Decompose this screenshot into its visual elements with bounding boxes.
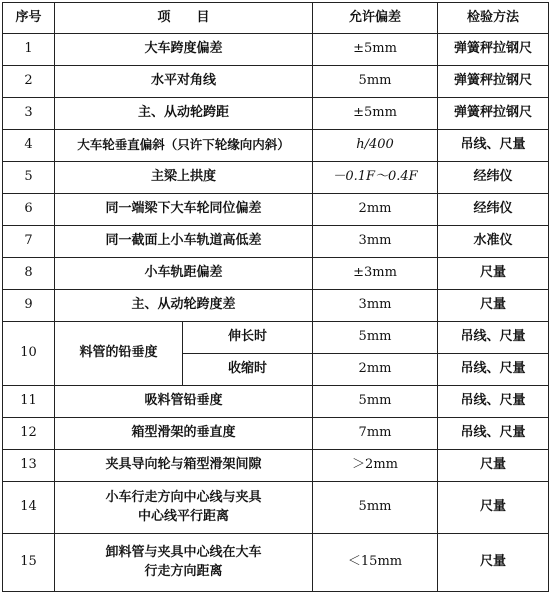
row-item-line: 中心线平行距离 [138,508,230,524]
table-row [3,290,549,322]
row-no: 3 [3,98,55,130]
row-tolerance: ＜15mm [313,534,438,592]
row-item [55,534,313,592]
row-tolerance: ±5mm [313,98,438,130]
table-row [3,418,549,450]
table-row [3,194,549,226]
row-tolerance: 5mm [313,482,438,534]
row-method: 弹簧秤拉钢尺 [438,66,549,98]
row-no: 6 [3,194,55,226]
row-no: 14 [3,482,55,534]
row-tolerance: －0.1F～0.4F [313,162,438,194]
header-no: 序号 [3,3,55,34]
row-tolerance: ±3mm [313,258,438,290]
row-item [55,482,313,534]
row-subitem: 收缩时 [183,354,313,386]
row-tolerance: 5mm [313,66,438,98]
row-item: 水平对角线 [55,66,313,98]
row-item-line: 卸料管与夹具中心线在大车 [105,544,262,560]
row-item: 小车轨距偏差 [55,258,313,290]
table-row [3,534,549,592]
row-method: 尺量 [438,534,549,592]
table-row [3,386,549,418]
row-tolerance: 7mm [313,418,438,450]
row-tolerance: 2mm [313,194,438,226]
row-no: 5 [3,162,55,194]
table-row [3,130,549,162]
header-tolerance: 允许偏差 [313,3,438,34]
row-method: 弹簧秤拉钢尺 [438,98,549,130]
row-method: 尺量 [438,482,549,534]
table-row [3,162,549,194]
row-item: 箱型滑架的垂直度 [55,418,313,450]
row-item-line: 小车行走方向中心线与夹具 [105,489,262,505]
row-no: 9 [3,290,55,322]
row-method: 尺量 [438,258,549,290]
row-method: 吊线、尺量 [438,386,549,418]
table-row [3,98,549,130]
row-no: 1 [3,34,55,66]
row-method: 尺量 [438,450,549,482]
row-method: 吊线、尺量 [438,130,549,162]
row-tolerance: ±5mm [313,34,438,66]
table-row [3,482,549,534]
row-method: 经纬仪 [438,194,549,226]
table-row [3,450,549,482]
tolerance-table [2,2,549,592]
row-item: 大车跨度偏差 [55,34,313,66]
row-tolerance: 3mm [313,290,438,322]
row-item: 主、从动轮跨度差 [55,290,313,322]
table-row [3,258,549,290]
row-tolerance: 5mm [313,322,438,354]
row-tolerance: 3mm [313,226,438,258]
row-no: 13 [3,450,55,482]
row-no: 7 [3,226,55,258]
row-tolerance: 5mm [313,386,438,418]
row-subitem: 伸长时 [183,322,313,354]
row-item: 同一截面上小车轨道高低差 [55,226,313,258]
row-method: 弹簧秤拉钢尺 [438,34,549,66]
row-item-line: 行走方向距离 [144,563,223,579]
row-no: 10 [3,322,55,386]
spec-table-wrapper [2,2,549,592]
row-method: 吊线、尺量 [438,322,549,354]
row-method: 吊线、尺量 [438,354,549,386]
row-no: 12 [3,418,55,450]
row-no: 4 [3,130,55,162]
row-no: 15 [3,534,55,592]
row-method: 经纬仪 [438,162,549,194]
row-method: 尺量 [438,290,549,322]
row-tolerance: h/400 [313,130,438,162]
row-item: 主梁上拱度 [55,162,313,194]
row-item: 吸料管铅垂度 [55,386,313,418]
row-item: 料管的铅垂度 [55,322,183,386]
row-item: 夹具导向轮与箱型滑架间隙 [55,450,313,482]
table-row [3,34,549,66]
row-no: 8 [3,258,55,290]
row-item: 大车轮垂直偏斜（只许下轮缘向内斜） [55,130,313,162]
table-row [3,226,549,258]
table-row [3,66,549,98]
header-item: 项 目 [55,3,313,34]
row-no: 11 [3,386,55,418]
row-method: 水准仪 [438,226,549,258]
table-row [3,322,549,354]
row-item: 主、从动轮跨距 [55,98,313,130]
row-tolerance: 2mm [313,354,438,386]
row-no: 2 [3,66,55,98]
row-tolerance: ＞2mm [313,450,438,482]
header-row [3,3,549,34]
header-method: 检验方法 [438,3,549,34]
row-method: 吊线、尺量 [438,418,549,450]
row-item: 同一端梁下大车轮同位偏差 [55,194,313,226]
